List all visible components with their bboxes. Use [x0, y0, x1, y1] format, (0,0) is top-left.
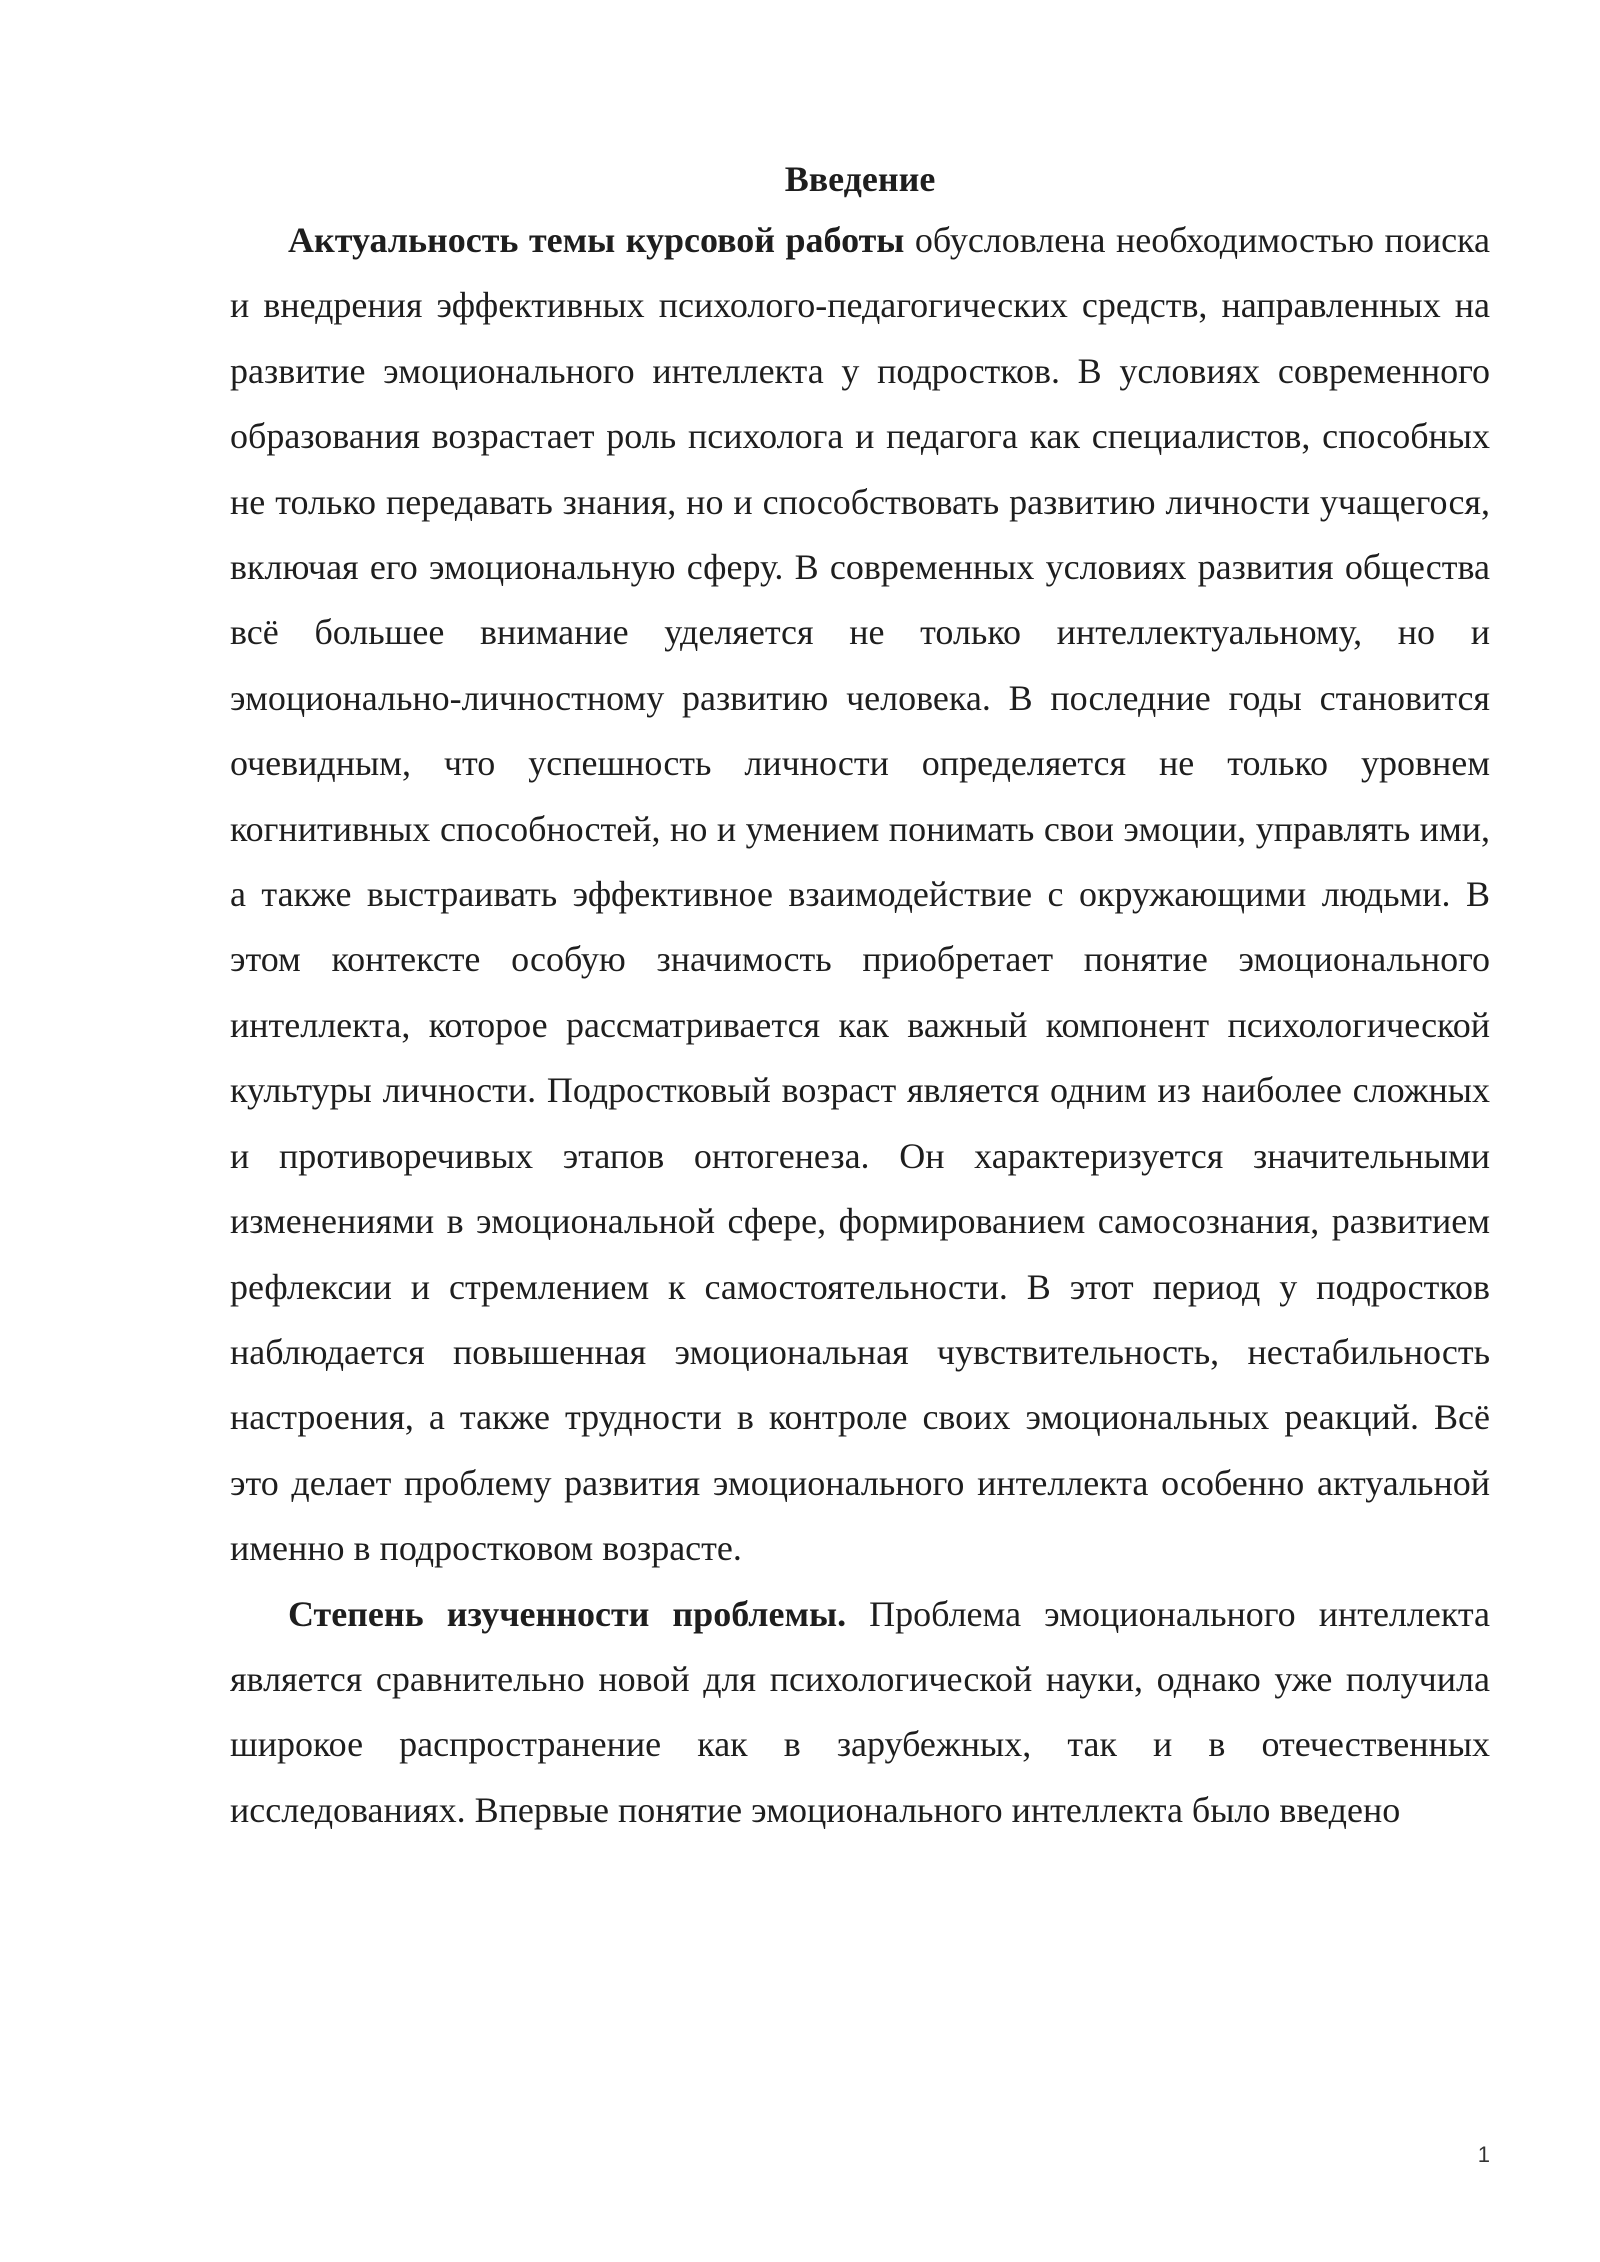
paragraph-text-research-degree: Проблема эмоционального интеллекта является сравнительно новой для психологической науки, однако уже получила широкое распространение как в зарубежных, так и в отечественных исследованиях. Впервые понятие эмоционального интеллекта было введено: [230, 1593, 1491, 1830]
page-heading: Введение: [784, 159, 936, 199]
paragraph-lead-research-degree: Степень изученности проблемы.: [288, 1593, 847, 1634]
paragraph-lead-relevance: Актуальность темы курсовой работы: [288, 220, 905, 260]
paragraph-relevance: [230, 208, 1490, 1582]
paragraph-text-relevance: обусловлена необходимостью поиска и внедрения эффективных психолого-педагогических средств, направленных на развитие эмоционального интеллекта у подростков. В условиях современного образования возрастает роль психолога и педагога как специалистов, способных не только передавать знания, но и способствовать развитию личности учащегося, включая его эмоциональную сферу. В современных условиях развития общества всё большее внимание уделяется не только интеллектуальному, но и эмоционально-личностному развитию человека. В последние годы становится очевидным, что успешность личности определяется не только уровнем когнитивных способностей, но и умением понимать свои эмоции, управлять ими, а также выстраивать эффективное взаимодействие с окружающими людьми. В этом контексте особую значимость приобретает понятие эмоционального интеллекта, которое рассматривается как важный компонент психологической культуры личности. Подростковый возраст является одним из наиболее сложных и противоречивых этапов онтогенеза. Он характеризуется значительными изменениями в эмоциональной сфере, формированием самосознания, развитием рефлексии и стремлением к самостоятельности. В этот период у подростков наблюдается повышенная эмоциональная чувствительность, нестабильность настроения, а также трудности в контроле своих эмоциональных реакций. Всё это делает проблему развития эмоционального интеллекта особенно актуальной именно в подростковом возрасте.: [230, 220, 1490, 1569]
page-number: 1: [1477, 2142, 1490, 2167]
page-content: [230, 150, 1490, 1843]
paragraph-research-degree: [230, 1582, 1490, 1844]
